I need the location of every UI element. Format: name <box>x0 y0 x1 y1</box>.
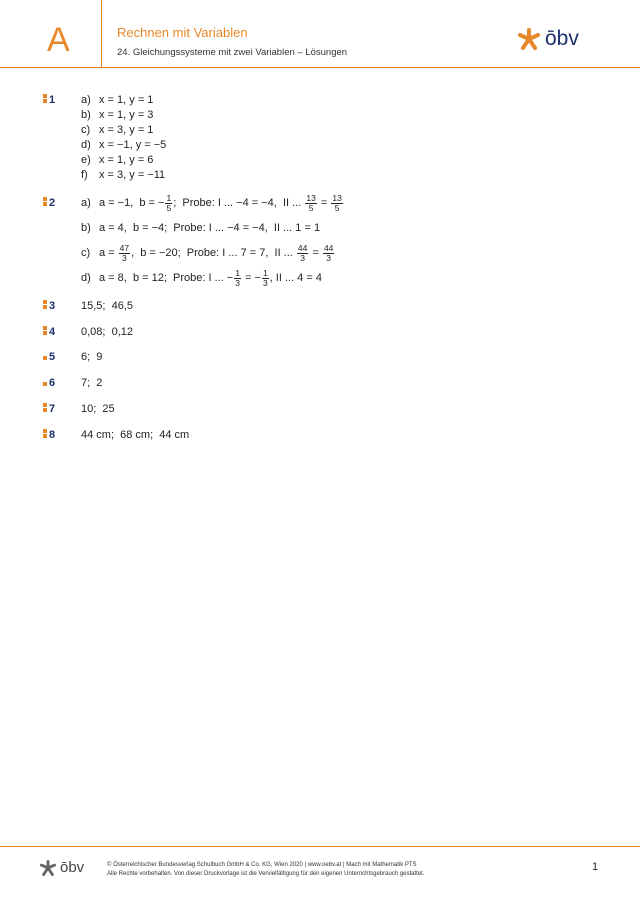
fraction: $\frac{47}{3}$ <box>119 242 130 263</box>
list-item: b) x = 1, y = 3 <box>81 109 154 121</box>
oebv-star-icon <box>518 28 540 50</box>
oebv-logo <box>518 28 579 50</box>
task-number: 6 <box>43 376 77 391</box>
fraction: $\frac{13}{5}$ <box>306 192 316 213</box>
fraction: $\frac{1}{3}$ <box>262 267 268 288</box>
answer: 44 cm; 68 cm; 44 cm <box>81 429 190 441</box>
fraction: $\frac{44}{3}$ <box>297 242 308 263</box>
chapter-subtitle: 24. Gleichungssysteme mit zwei Variablen – Lösungen <box>117 47 348 58</box>
copyright-line: © Österreichischer Bundesverlag Schulbuch GmbH & Co. KG, Wien 2020 | www.oebv.at | Mach mit Mathematik PTS <box>107 862 417 868</box>
list-item: b) a = 4, b = −4; Probe: I ... −4 = −4, II ... 1 = 1 <box>81 221 321 234</box>
footer-rule <box>0 846 640 847</box>
page-number: 1 <box>592 861 599 873</box>
list-item: f) x = 3, y = −11 <box>81 169 166 181</box>
difficulty-dots-icon <box>43 376 48 387</box>
rights-line: Alle Rechte vorbehalten. Von dieser Druckvorlage ist die Vervielfältigung für den eigenen Unterrichtsgebrauch gestattet. <box>107 871 425 877</box>
list-item: a) x = 1, y = 1 <box>81 94 154 106</box>
task-number: 2 <box>43 196 77 211</box>
task-number: 3 <box>43 299 77 314</box>
chapter-letter: A <box>47 21 70 59</box>
list-item: d) x = −1, y = −5 <box>81 139 167 151</box>
difficulty-dots-icon <box>43 428 48 439</box>
list-item: d) a = 8, b = 12; Probe: I ... − $\frac{1}{3}$ = − $\frac{1}{3}$ , II ... 4 = 4 <box>81 267 322 288</box>
list-item: e) x = 1, y = 6 <box>81 154 154 166</box>
footer-copyright <box>107 861 425 879</box>
chapter-title: Rechnen mit Variablen <box>117 25 248 40</box>
fraction: $\frac{44}{3}$ <box>323 242 334 263</box>
task-number: 1 <box>43 93 77 108</box>
difficulty-dots-icon <box>43 299 48 310</box>
answer: 15,5; 46,5 <box>81 300 133 312</box>
footer-logo-text: ōbv <box>60 859 85 876</box>
answer: 10; 25 <box>81 403 115 415</box>
task-number: 7 <box>43 402 77 417</box>
answer: 6; 9 <box>81 351 103 363</box>
oebv-star-icon <box>40 860 56 876</box>
answer: 0,08; 0,12 <box>81 326 133 338</box>
fraction: $\frac{13}{5}$ <box>332 192 342 213</box>
fraction: $\frac{1}{3}$ <box>235 267 240 288</box>
fraction: $\frac{1}{5}$ <box>166 192 172 213</box>
list-item: c) a = $\frac{47}{3}$ , b = −20; Probe: I ... 7 = 7, II ... $\frac{44}{3}$ = $\frac{44}{3}$ <box>81 242 334 263</box>
list-item: a) a = −1, b = − $\frac{1}{5}$ ; Probe: I ... −4 = −4, II ... $\frac{13}{5}$ = $\frac{13}{5}$ <box>81 192 342 213</box>
difficulty-dots-icon <box>43 350 48 361</box>
difficulty-dots-icon <box>43 325 48 336</box>
task-number: 5 <box>43 350 77 365</box>
list-item: c) x = 3, y = 1 <box>81 124 154 136</box>
task-number: 8 <box>43 428 77 443</box>
footer-logo <box>40 860 84 876</box>
logo-text: ōbv <box>545 27 579 50</box>
header-rule <box>0 67 640 68</box>
answer: 7; 2 <box>81 377 103 389</box>
difficulty-dots-icon <box>43 196 48 207</box>
difficulty-dots-icon <box>43 402 48 413</box>
header-divider <box>101 0 102 67</box>
task-number: 4 <box>43 325 77 340</box>
difficulty-dots-icon <box>43 93 48 104</box>
